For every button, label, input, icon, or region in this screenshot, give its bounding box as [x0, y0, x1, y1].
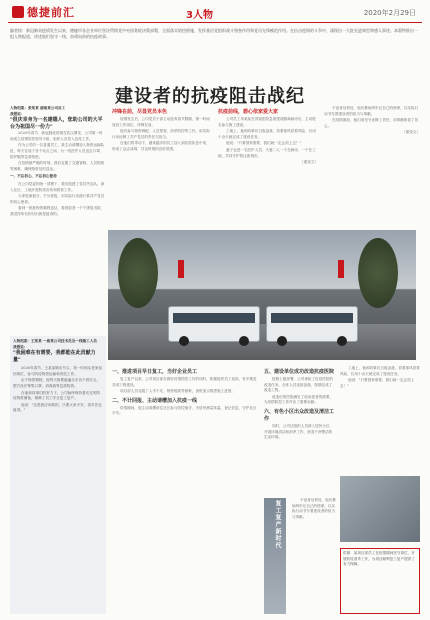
wheel-shape: [337, 336, 347, 346]
flag-shape: [178, 260, 184, 278]
paragraph: 疫情发生后，公司党员干部主动放弃春节假期，第一时间返回工作岗位，冲锋在前。: [112, 117, 210, 127]
wheel-shape: [239, 336, 249, 346]
subheading: 一、不忘初心，不忘初心使命: [10, 174, 57, 179]
left-column: [10, 106, 106, 328]
paragraph: 2020年春节，新冠肺炎疫情在武汉暴发，公司第一时间成立疫情防控领导小组，组织人员投入抗疫工作。: [10, 131, 103, 141]
paragraph: 在他和同事们的努力下，公司始终保持着充足的防疫物资储备，保障了员工安全复工复产。: [13, 390, 101, 401]
paragraph: 他说："只要国家需要，我们就一定会顶上去！": [340, 378, 415, 388]
paragraph: 工地上，他和同事们日夜奋战，顶着寒风冒着风险，仅用十余天就完成了建设任务。: [340, 366, 420, 376]
subheading: 六、有色小区出众改造及清洁工作: [264, 408, 334, 422]
paragraph: 改造后的医院满足了收治患者的需要，为疫情防控工作作出了重要贡献。: [264, 394, 334, 405]
middle-column: [112, 106, 212, 226]
paragraph: 复工复产以来，公司项目部在做好疫情防控工作的同时，积极组织员工返岗，有序推进各项工程建设。: [112, 377, 257, 387]
logo-text: 德捷前汇: [27, 6, 75, 19]
subheading: 二、不计回报、主动请缨加入抗疫一线: [112, 397, 198, 404]
right-photo: [340, 476, 420, 542]
main-photo: [108, 230, 416, 360]
paragraph: 他们参与物资调配、人员排查、消杀防控等工作，用实际行动诠释了共产党员的责任与担当。: [112, 129, 210, 139]
profile-byline: 人物档案：张某某 湖南某公司员工: [10, 106, 66, 110]
far-right-lower-column: [340, 366, 420, 472]
paragraph: 疫情期间，他主动请缨前往社区参与防控值守，为居民测量体温、登记信息，守护社区平安。: [112, 405, 257, 416]
far-right-column: [324, 106, 420, 226]
pull-quote: "我困难在有需要，我都能在此贡献力量": [13, 350, 96, 364]
paragraph: 公司员工李某某在得知医院急需建设隔离病房后，主动报名参与施工建设。: [218, 117, 316, 127]
lower-middle-column: [112, 366, 258, 614]
tree-shape: [118, 238, 158, 308]
road-shape: [108, 324, 416, 360]
logo-icon: [12, 6, 24, 18]
bus-shape: [266, 306, 358, 342]
paragraph: 工地上，他和同事们日夜奋战，顶着寒风冒着风险，仅用十余天就完成了建设任务。: [218, 129, 316, 139]
right-column: [218, 106, 318, 226]
paragraph: 按照上级部署，公司承担了抗疫医院的改造任务，全体人员连续奋战，按期完成了改造工程。: [264, 377, 334, 393]
logo: [12, 4, 75, 20]
paragraph: 不论身处何处，他们都始终牢记自己的使命，以实际行动书写着建设者的担当与奉献。: [292, 498, 336, 519]
lower-right-column: [264, 366, 334, 494]
paragraph: 看到一批批物资顺利送达，看到患者一个个康复出院，我觉得所有的付出都是值得的。: [10, 206, 105, 216]
flag-shape: [338, 260, 344, 278]
vertical-label: 复工复产新时代: [274, 500, 281, 549]
section-title: 3人物: [186, 10, 213, 21]
profile-byline: 人物档案：王某某 一威某公司技术员及一线施工人员: [13, 339, 97, 343]
masthead: [8, 4, 422, 23]
side-column: [292, 498, 336, 614]
paragraph: 由于物资紧缺，他每天都要跑遍全市各个供应点，想方设法筹集口罩、消毒液等急需物资。: [13, 378, 101, 388]
subheading: 冲锋在前，尽显党员本色: [112, 109, 168, 115]
quote-label: 我想说：: [10, 111, 25, 116]
profile-box: [10, 336, 106, 614]
paragraph: 妻子也是一名医护人员，夫妻二人一个在病房、一个在工地，共同守护着这座城市。: [218, 147, 316, 158]
paragraph: 2020年春节，王某某响应号召，第一时间从老家返回岗位，参与防疫物资运输和发放工作。: [13, 366, 103, 376]
subheading: 一、推进项目早日复工，当好企业员工: [112, 369, 198, 375]
paragraph: 作为公司的一名普通员工，我主动请缨加入物资运输队伍，每天往返于各个站点之间，为一线医护人员送去口罩、防护服等急需物资。: [10, 143, 105, 159]
paragraph: 在他们的带动下，越来越多的员工加入到抗疫队伍中来，形成了众志成城、共克时艰的良好氛围。: [112, 141, 210, 151]
subheading: 抗疫前线，碧心依家爱大家: [218, 109, 279, 115]
wheel-shape: [179, 336, 189, 346]
tree-shape: [358, 238, 398, 308]
photo-caption-box: 供图：某项目部员工在疫情期间坚守岗位，开展防疫消杀工作，为项目顺利复工复产提供了有力保障。: [340, 548, 420, 614]
pull-quote: "很庆幸身为一名建德人，您助公司的大平台为祖国尽一份力": [10, 117, 103, 131]
paragraph: 大家轮流值守，不分昼夜，用实际行动践行着共产党员的初心使命。: [10, 194, 105, 204]
paragraph: 他说："只要国家需要，我们就一定会顶上去！": [226, 141, 302, 146]
paragraph: 项目部人员克服了人手不足、物资短缺等困难，加班加点推进施工进度。: [120, 389, 235, 394]
paragraph: 他说："这是我应该做的，只要大家平安，再辛苦也值得。": [13, 402, 102, 413]
author-note: （建设文）: [402, 130, 420, 135]
issue-date: 2020年2月29日: [363, 9, 416, 17]
paragraph: 在公司党委的统一部署下，我们组建了党员突击队，深入社区、工地开展防疫宣传和排查工作。: [10, 181, 105, 192]
bus-shape: [168, 306, 260, 342]
paragraph: 不论身处何处，他们都始终牢记自己的使命，以实际行动书写着建设者的担当与奉献。: [324, 106, 419, 116]
editor-note: 编者按：新冠肺炎疫情发生以来，德捷市各企业单位坚决贯彻党中央国务院决策部署，全面落实防控措施，发挥基层党组织战斗堡垒作用和党员先锋模范作用。在抗击疫情的斗争中，涌现出一大批先进典型和感人事迹。本版特推出一组人物报道，讲述他们坚守一线、奋勇向前的抗疫故事。: [10, 28, 418, 40]
quote-label: 我想说：: [13, 344, 28, 349]
paragraph: 在疫情最严峻的时刻，我们克服了交通管制、人员短缺等困难，确保物资及时送达。: [10, 161, 105, 171]
author-note: （建设文）: [300, 160, 318, 165]
wheel-shape: [277, 336, 287, 346]
headline: 建设者的抗疫阻击战纪: [115, 86, 305, 107]
paragraph: 同时，公司还组织人员深入居民小区，开展环境清洁和消杀工作，营造干净整洁的生活环境。: [264, 423, 334, 440]
subheading: 五、建设单位成功改造抗疫医院: [264, 369, 334, 375]
paragraph: 在疫情面前，他们用坚守诠释了责任，用奉献彰显了初心。: [324, 118, 419, 128]
